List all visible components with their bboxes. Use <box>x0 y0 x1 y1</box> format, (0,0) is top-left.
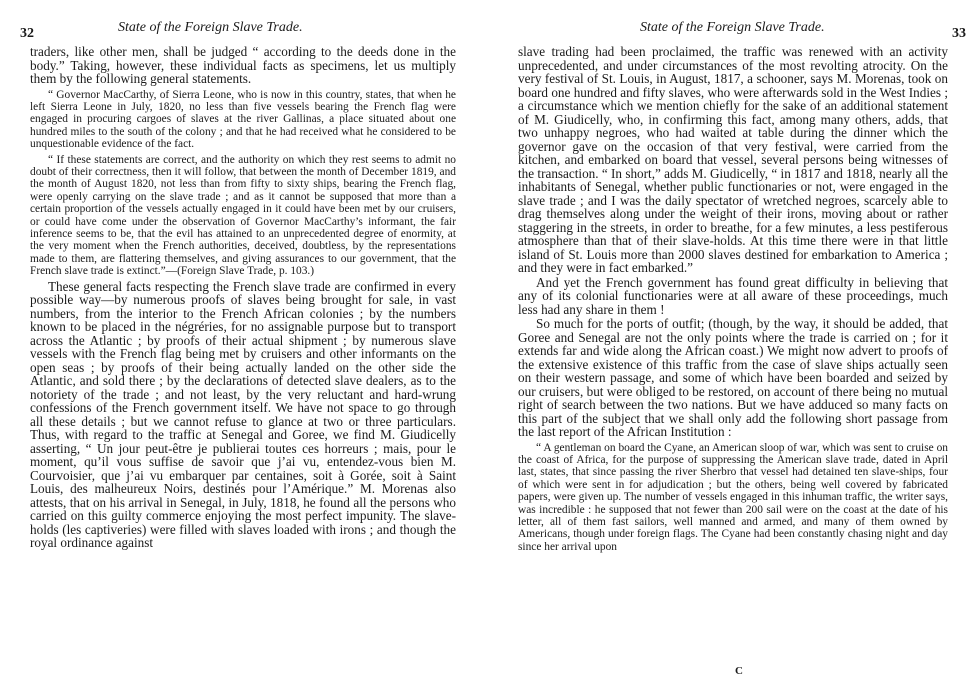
paragraph: So much for the ports of outfit; (though, by the way, it should be added, that Goree and Senegal are not the only points where the trade is carried on ; for it extends far and wide along the African coast.) We might now advert to proofs of the extensive existence of this traffic from the case of slave ships actually seen on their western passage, and some of which have been boarded and seized by our cruisers, but were obliged to be restored, on account of there being no mutual right of search between the two nations. But we have adduced so many facts on this part of the subject that we shall only add the following short passage from the last report of the African Institution : <box>518 316 948 439</box>
running-head: State of the Foreign Slave Trade. <box>640 20 825 35</box>
block-quote: “ If these statements are correct, and the authority on which they rest seems to admit no doubt of their correctness, then it will follow, that between the month of December 1819, and the month of August 1820, not less than from fifty to sixty ships, bearing the French flag, were openly carrying on the slave trade ; and as it cannot be supposed that more than a certain proportion of the vessels actually engaged in it could have been met by our cruisers, or could have come under the observation of Governor MacCarthy’s informant, the fair inference seems to be, that the evil has attained to an unprecedented degree of enormity, at the very moment when the French authorities, deceived, doubtless, by the representations made to them, are flattering themselves, and giving assurances to our government, that the French slave trade is extinct.”—(Foreign Slave Trade, p. 103.) <box>30 153 456 278</box>
paragraph: traders, like other men, shall be judged “ according to the deeds done in the body.” Taking, however, these individual facts as specimens, let us multiply them by the following general statements. <box>30 44 456 86</box>
block-quote: “ A gentleman on board the Cyane, an American sloop of war, which was sent to cruise on the coast of Africa, for the purpose of suppressing the American slave trade, dated in April last, states, that since passing the river Sherbro that vessel had detained ten slave-ships, four of which were sent in for adjudication ; but the others, being well covered by fabricated papers, were given up. The number of vessels engaged in this inhuman traffic, the writer says, was incredible : he supposed that not fewer than 200 sail were on the coast at the date of his letter, all of them fast sailors, well manned and armed, and many of them owned by Americans, though under foreign flags. The Cyane had been constantly chasing night and day since her arrival upon <box>518 441 948 553</box>
block-quote: “ Governor MacCarthy, of Sierra Leone, who is now in this country, states, that when he left Sierra Leone in July, 1820, no less than five vessels bearing the French flag were engaged in procuring cargoes of slaves at the river Gallinas, a place situated about one hundred miles to the south of the colony ; and that he had received what he considered to be unquestionable evidence of the fact. <box>30 88 456 151</box>
running-head: State of the Foreign Slave Trade. <box>118 20 303 35</box>
paragraph: slave trading had been proclaimed, the traffic was renewed with an activity unprecedented, and under circumstances of the most revolting atrocity. On the very festival of St. Louis, in August, 1817, a schooner, says M. Morenas, took on board one hundred and fifty slaves, who were afterwards sold in the West Indies ; a circumstance which we mention chiefly for the sake of an additional statement of M. Giudicelly, who, in confirming this fact, among many others, adds, that two unhappy negroes, who had waited at table during the dinner which the governor gave on the occasion of that very festival, were carried from the kitchen, and embarked on board that vessel, several persons being witnesses of the transaction. “ In short,” adds M. Giudicelly, “ in 1817 and 1818, nearly all the inhabitants of Senegal, whether public functionaries or not, were engaged in the slave trade ; and I was the daily spectator of wretched negroes, scarcely able to drag themselves along under the weight of their irons, moving about or rather staggering in the streets, in order to breathe, for a few minutes, a less pestiferous atmosphere than that of their slave-holds. At this time there were in that little island of St. Louis more than 2000 slaves destined for embarkation to America ; and they were in fact embarked.” <box>518 44 948 275</box>
signature-mark: C <box>735 665 743 677</box>
page-number: 32 <box>20 26 34 41</box>
page-number: 33 <box>952 26 966 41</box>
right-page-text <box>518 45 948 555</box>
left-page-text <box>30 45 456 550</box>
paragraph: These general facts respecting the French slave trade are confirmed in every possible way—by numerous proofs of slaves being brought for sale, in vast numbers, from the interior to the French African colonies ; by the numbers known to be placed in the négréries, for no assignable purpose but to transport across the Atlantic ; by proofs of their actual shipment ; by numerous slave vessels with the French flag being met by cruisers and other informants on the open seas ; by proofs of their being actually landed on the other side the Atlantic, and sold there ; by the declarations of detected slave dealers, as to the notoriety of the trade ; and not least, by the very reluctant and hard-wrung confessions of the French government itself. We have not space to go through all these details ; but we cannot refuse to glance at two or three particulars. Thus, with regard to the traffic at Senegal and Goree, we find M. Giudicelly asserting, “ Un jour peut-être je publierai toutes ces horreurs ; mais, pour le moment, qu’il vous suffise de savoir que j’ai vu, entendez-vous bien M. Courvoisier, que j’ai vu embarquer par centaines, soit à Gorée, soit à Saint Louis, des malheureux Noirs, destinés pour l’Amérique.” M. Morenas also attests, that on his arrival in Senegal, in July, 1818, he found all the persons who carried on this guilty commerce enjoying the most perfect impunity. The slave-holds (les captiveries) were filled with slaves loaded with irons ; and though the royal ordinance against <box>30 278 456 551</box>
paragraph: And yet the French government has found great difficulty in believing that any of its colonial functionaries were at all aware of these proceedings, much less had any share in them ! <box>518 274 948 317</box>
right-page <box>490 0 980 693</box>
